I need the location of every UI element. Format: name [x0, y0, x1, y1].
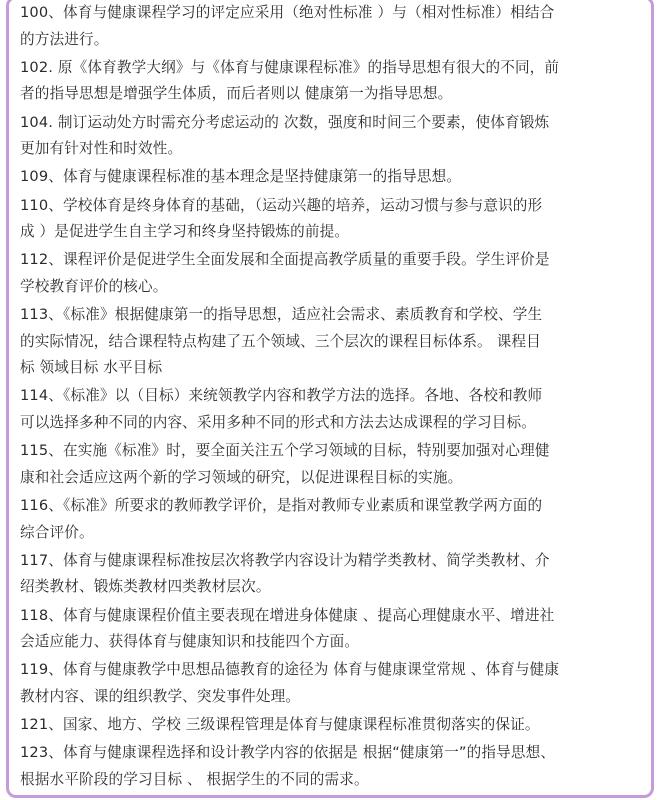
text-line: 更加有针对性和时效性。	[20, 140, 183, 158]
item-113	[20, 302, 642, 382]
text-line: 标 领域目标 水平目标	[20, 359, 163, 377]
item-109	[20, 164, 642, 191]
document-body	[20, 0, 642, 794]
item-110	[20, 193, 642, 246]
item-112	[20, 247, 642, 300]
item-123	[20, 740, 642, 793]
item-102	[20, 55, 642, 108]
text-line: 121、国家、地方、学校 三级课程管理是体育与健康课程标准贯彻落实的保证。	[20, 716, 540, 734]
text-line: 学校教育评价的核心。	[20, 277, 168, 295]
text-line: 可以选择多种不同的内容、采用多种不同的形式和方法去达成课程的学习目标。	[20, 414, 537, 432]
text-line: 教材内容、课的组织教学、突发事件处理。	[20, 687, 301, 705]
item-115	[20, 438, 642, 491]
text-line: 114、《标准》以（目标）来统领教学内容和教学方法的选择。各地、各校和教师	[20, 387, 543, 405]
text-line: 123、体育与健康课程选择和设计教学内容的依据是 根据“健康第一”的指导思想、	[20, 744, 556, 762]
text-line: 109、体育与健康课程标准的基本理念是坚持健康第一的指导思想。	[20, 168, 462, 186]
text-line: 117、体育与健康课程标准按层次将教学内容设计为精学类教材、简学类教材、介	[20, 551, 550, 569]
text-line: 的方法进行。	[20, 30, 109, 48]
item-117	[20, 548, 642, 601]
text-line: 成 ）是促进学生自主学习和终身坚持锻炼的前提。	[20, 223, 350, 241]
item-118	[20, 603, 642, 656]
text-line: 102. 原《体育教学大纲》与《体育与健康课程标准》的指导思想有很大的不同，前	[20, 58, 560, 76]
text-line: 的实际情况，结合课程特点构建了五个领域、三个层次的课程目标体系。 课程目	[20, 332, 541, 350]
text-line: 会适应能力、获得体育与健康知识和技能四个方面。	[20, 633, 360, 651]
item-119	[20, 657, 642, 710]
text-line: 104. 制订运动处方时需充分考虑运动的 次数，强度和时间三个要素，使体育锻炼	[20, 113, 550, 131]
text-line: 112、课程评价是促进学生全面发展和全面提高教学质量的重要手段。学生评价是	[20, 251, 550, 269]
text-line: 116、《标准》所要求的教师教学评价，是指对教师专业素质和课堂教学两方面的	[20, 497, 543, 515]
item-121	[20, 712, 642, 739]
item-100	[20, 0, 642, 53]
text-line: 110、学校体育是终身体育的基础，（运动兴趣的培养，运动习惯与参与意识的形	[20, 196, 543, 214]
text-line: 绍类教材、锻炼类教材四类教材层次。	[20, 578, 271, 596]
text-line: 根据水平阶段的学习目标 、 根据学生的不同的需求。	[20, 770, 369, 788]
text-line: 者的指导思想是增强学生体质，而后者则以 健康第一为指导思想。	[20, 85, 453, 103]
item-114	[20, 383, 642, 436]
item-104	[20, 110, 642, 163]
text-line: 康和社会适应这两个新的学习领域的研究，以促进课程目标的实施。	[20, 468, 463, 486]
text-line: 119、体育与健康教学中思想品德教育的途径为 体育与健康课堂常规 、体育与健康	[20, 661, 560, 679]
text-line: 115、在实施《标准》时，要全面关注五个学习领域的目标，特别要加强对心理健	[20, 442, 550, 460]
text-line: 综合评价。	[20, 523, 94, 541]
text-line: 118、体育与健康课程价值主要表现在增进身体健康 、提高心理健康水平、增进社	[20, 606, 555, 624]
item-116	[20, 493, 642, 546]
text-line: 113、《标准》根据健康第一的指导思想，适应社会需求、素质教育和学校、学生	[20, 306, 543, 324]
text-line: 100、体育与健康课程学习的评定应采用（绝对性标准 ）与（相对性标准）相结合	[20, 4, 555, 21]
